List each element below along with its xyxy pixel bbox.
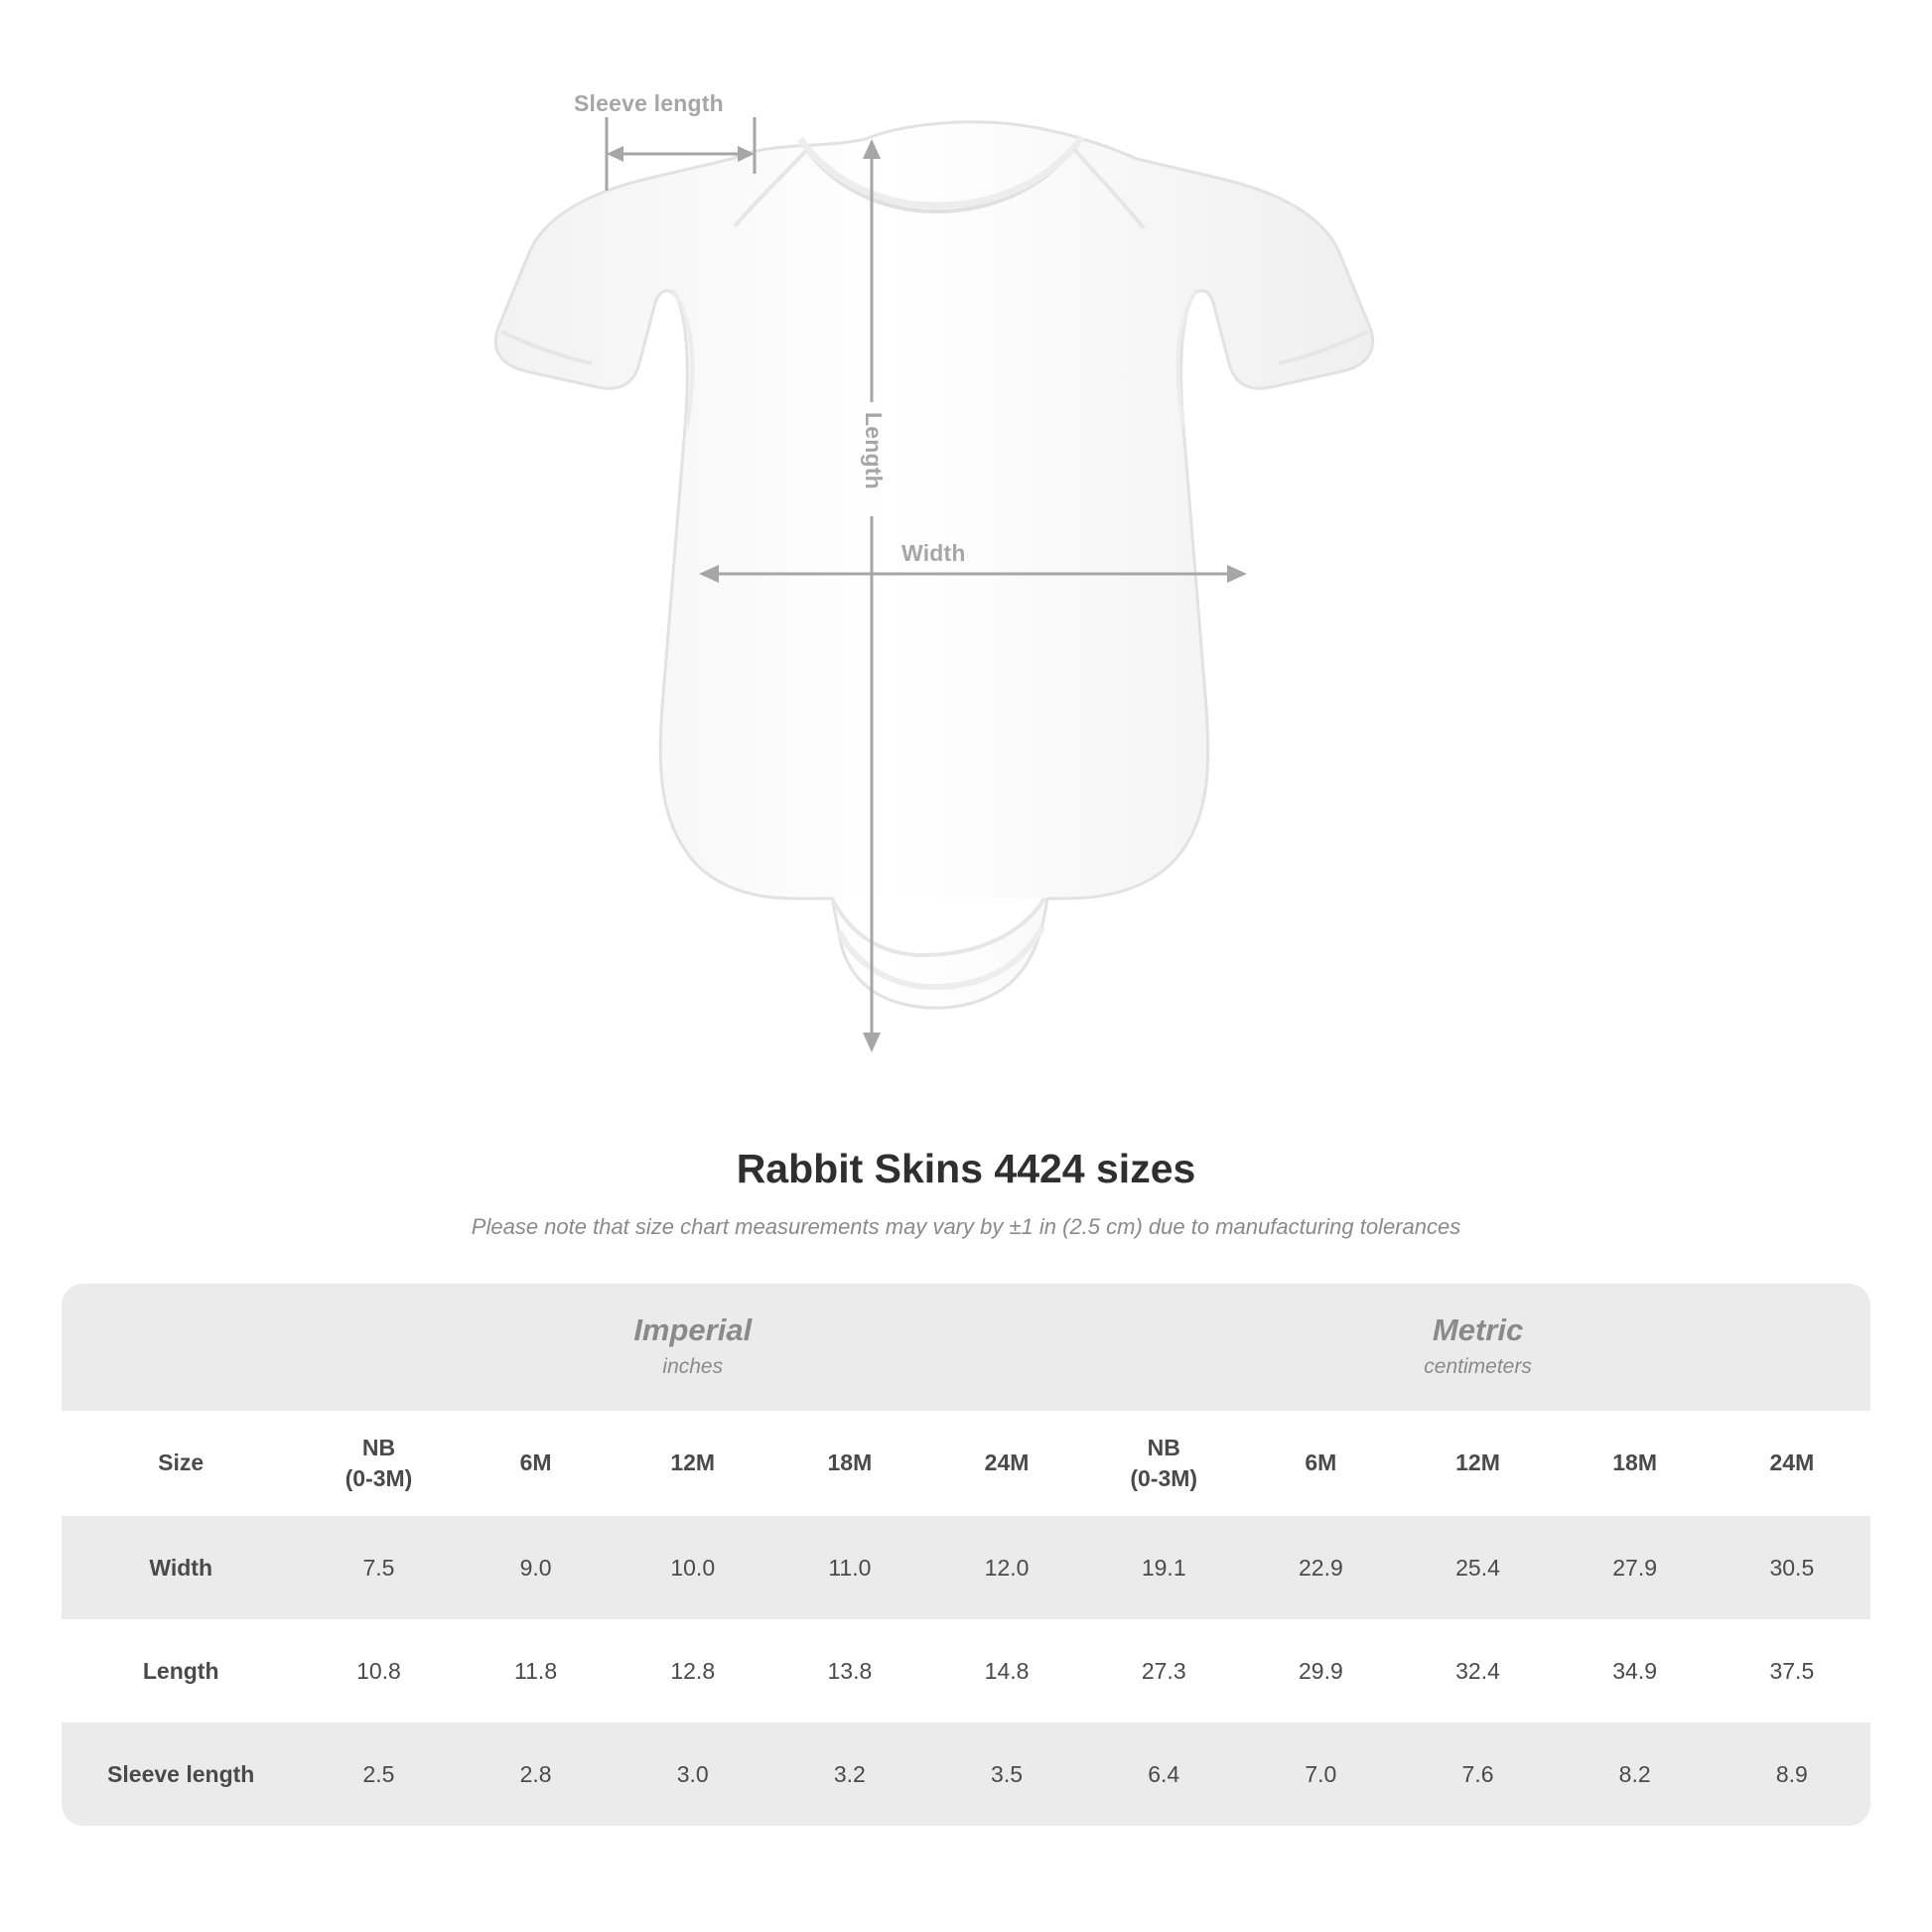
cell-width-0: 7.5 xyxy=(300,1516,457,1619)
cell-width-1: 9.0 xyxy=(458,1516,615,1619)
header-col-7: 12M xyxy=(1399,1411,1556,1516)
header-col-1: 6M xyxy=(458,1411,615,1516)
cell-width-2: 10.0 xyxy=(615,1516,771,1619)
cell-sleeve-7: 7.6 xyxy=(1399,1723,1556,1826)
header-col-0 xyxy=(300,1411,457,1516)
unit-group-imperial xyxy=(300,1284,1085,1411)
width-label: Width xyxy=(901,540,966,566)
sleeve-length-label: Sleeve length xyxy=(574,90,724,116)
cell-width-5: 19.1 xyxy=(1085,1516,1242,1619)
cell-width-8: 27.9 xyxy=(1557,1516,1714,1619)
column-header-row xyxy=(62,1411,1870,1516)
table-row xyxy=(62,1723,1870,1826)
cell-length-9: 37.5 xyxy=(1714,1619,1870,1723)
cell-length-4: 14.8 xyxy=(928,1619,1085,1723)
cell-width-3: 11.0 xyxy=(771,1516,928,1619)
cell-length-7: 32.4 xyxy=(1399,1619,1556,1723)
header-col-8: 18M xyxy=(1557,1411,1714,1516)
title-block xyxy=(0,1146,1932,1240)
header-col-3: 18M xyxy=(771,1411,928,1516)
header-col-0-line1: NB xyxy=(361,1434,396,1460)
cell-sleeve-1: 2.8 xyxy=(458,1723,615,1826)
cell-sleeve-6: 7.0 xyxy=(1242,1723,1399,1826)
unit-group-metric xyxy=(1085,1284,1870,1411)
cell-sleeve-3: 3.2 xyxy=(771,1723,928,1826)
header-col-0-line2: (0-3M) xyxy=(345,1465,413,1491)
header-col-2: 12M xyxy=(615,1411,771,1516)
unit-group-metric-sub: centimeters xyxy=(1424,1354,1532,1378)
table-row xyxy=(62,1619,1870,1723)
header-col-5-line2: (0-3M) xyxy=(1130,1465,1198,1491)
size-table-wrapper xyxy=(62,1284,1870,1826)
unit-corner-cell xyxy=(62,1284,300,1411)
cell-length-5: 27.3 xyxy=(1085,1619,1242,1723)
size-table xyxy=(62,1284,1870,1826)
cell-length-2: 12.8 xyxy=(615,1619,771,1723)
cell-sleeve-0: 2.5 xyxy=(300,1723,457,1826)
cell-length-6: 29.9 xyxy=(1242,1619,1399,1723)
table-row xyxy=(62,1516,1870,1619)
header-col-5-line1: NB xyxy=(1147,1434,1180,1460)
header-col-5 xyxy=(1085,1411,1242,1516)
cell-width-9: 30.5 xyxy=(1714,1516,1870,1619)
cell-width-7: 25.4 xyxy=(1399,1516,1556,1619)
cell-sleeve-8: 8.2 xyxy=(1557,1723,1714,1826)
header-col-9: 24M xyxy=(1714,1411,1870,1516)
unit-systems-row xyxy=(62,1284,1870,1411)
cell-length-1: 11.8 xyxy=(458,1619,615,1723)
cell-sleeve-4: 3.5 xyxy=(928,1723,1085,1826)
cell-sleeve-9: 8.9 xyxy=(1714,1723,1870,1826)
cell-length-8: 34.9 xyxy=(1557,1619,1714,1723)
row-label-length: Length xyxy=(62,1619,300,1723)
cell-width-4: 12.0 xyxy=(928,1516,1085,1619)
cell-sleeve-2: 3.0 xyxy=(615,1723,771,1826)
unit-group-metric-name: Metric xyxy=(1432,1311,1524,1347)
length-label: Length xyxy=(861,412,887,489)
cell-length-3: 13.8 xyxy=(771,1619,928,1723)
header-col-6: 6M xyxy=(1242,1411,1399,1516)
cell-sleeve-5: 6.4 xyxy=(1085,1723,1242,1826)
cell-width-6: 22.9 xyxy=(1242,1516,1399,1619)
header-col-4: 24M xyxy=(928,1411,1085,1516)
tolerance-note: Please note that size chart measurements may vary by ±1 in (2.5 cm) due to manufacturing tolerances xyxy=(471,1214,1461,1239)
unit-group-imperial-name: Imperial xyxy=(633,1311,753,1347)
unit-group-imperial-sub: inches xyxy=(662,1354,724,1378)
row-label-width: Width xyxy=(62,1516,300,1619)
row-label-sleeve-length: Sleeve length xyxy=(62,1723,300,1826)
header-size: Size xyxy=(62,1411,300,1516)
cell-length-0: 10.8 xyxy=(300,1619,457,1723)
page-title: Rabbit Skins 4424 sizes xyxy=(736,1146,1196,1191)
